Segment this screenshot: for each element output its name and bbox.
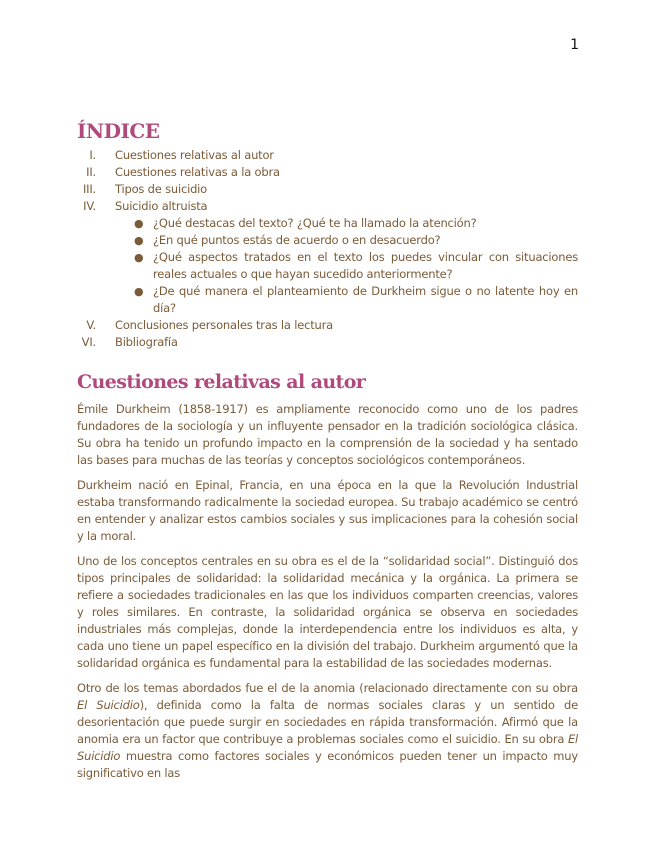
toc-numeral: IV. <box>83 199 96 213</box>
toc-numeral: VI. <box>81 335 96 349</box>
toc-subitem <box>115 249 578 283</box>
toc-subitem <box>115 283 578 317</box>
paragraph-4-text: ), definida como la falta de normas sociales claras y un sentido de desorientación que puede surgir en sociedades en rápida transformación. Afirmó que la anomia era un factor que contribuye a problemas sociales como el suicidio. En su obra <box>77 698 578 746</box>
toc-subitem-label: ¿De qué manera el planteamiento de Durkheim sigue o no latente hoy en día? <box>153 284 578 315</box>
toc-label: Tipos de suicidio <box>115 182 208 196</box>
bullet-icon: ● <box>134 217 144 230</box>
page-number: 1 <box>570 37 579 53</box>
paragraph-2: Durkheim nació en Epinal, Francia, en una época en la que la Revolución Industrial estaba transformando radicalmente la sociedad europea. Su trabajo académico se centró en entender y analizar estos cambios sociales y sus implicaciones para la cohesión social y la moral. <box>77 478 578 543</box>
bullet-icon: ● <box>134 234 144 247</box>
toc-subitem <box>115 215 578 232</box>
toc-subitem-label: ¿En qué puntos estás de acuerdo o en desacuerdo? <box>153 233 441 247</box>
toc-label: Cuestiones relativas al autor <box>115 148 274 162</box>
toc-label: Bibliografía <box>115 335 178 349</box>
toc-numeral: II. <box>86 165 96 179</box>
toc-subitem-label: ¿Qué destacas del texto? ¿Qué te ha llamado la atención? <box>153 216 477 230</box>
paragraph-1: Émile Durkheim (1858-1917) es ampliamente reconocido como uno de los padres fundadores de la sociología y un influyente pensador en la tradición sociológica clásica. Su obra ha tenido un profundo impacto en la comprensión de la sociedad y ha sentado las bases para muchas de las teorías y conceptos sociológicos contemporáneos. <box>77 402 578 467</box>
toc-item-autor <box>77 147 578 164</box>
toc-item-tipos <box>77 181 578 198</box>
toc-item-obra <box>77 164 578 181</box>
bullet-icon: ● <box>134 285 144 298</box>
toc-numeral: III. <box>82 182 96 196</box>
toc-numeral: I. <box>89 148 96 162</box>
index-title: ÍNDICE <box>77 119 160 143</box>
toc-item-conclusiones <box>77 317 578 334</box>
bullet-icon: ● <box>134 251 144 264</box>
book-title: El Suicidio <box>77 732 578 763</box>
table-of-contents <box>77 147 578 351</box>
document-body <box>77 117 578 790</box>
paragraph-4 <box>77 680 578 782</box>
paragraph-4-text: muestra como factores sociales y económicos pueden tener un impacto muy significativo en las <box>77 749 578 780</box>
book-title: El Suicidio <box>77 698 140 712</box>
toc-item-bibliografia <box>77 334 578 351</box>
toc-item-altruista <box>77 198 578 317</box>
toc-numeral: V. <box>86 318 96 332</box>
toc-subitem <box>115 232 578 249</box>
paragraph-4-text: Otro de los temas abordados fue el de la anomia (relacionado directamente con su obra <box>77 681 578 695</box>
section-title: Cuestiones relativas al autor <box>77 371 366 393</box>
paragraph-3: Uno de los conceptos centrales en su obra es el de la “solidaridad social”. Distinguió dos tipos principales de solidaridad: la solidaridad mecánica y la orgánica. La primera se refiere a sociedades tradicionales en las que los individuos comparten creencias, valores y roles similares. En contraste, la solidaridad orgánica se observa en sociedades industriales más complejas, donde la interdependencia entre los individuos es alta, y cada uno tiene un papel específico en la división del trabajo. Durkheim argumentó que la solidaridad orgánica es fundamental para la estabilidad de las sociedades modernas. <box>77 554 578 670</box>
toc-label: Cuestiones relativas a la obra <box>115 165 280 179</box>
toc-subitem-label: ¿Qué aspectos tratados en el texto los puedes vincular con situaciones reales actuales o que hayan sucedido anteriormente? <box>153 250 578 281</box>
toc-label: Suicidio altruista <box>115 199 208 213</box>
toc-label: Conclusiones personales tras la lectura <box>115 318 333 332</box>
toc-subitems <box>115 215 578 317</box>
